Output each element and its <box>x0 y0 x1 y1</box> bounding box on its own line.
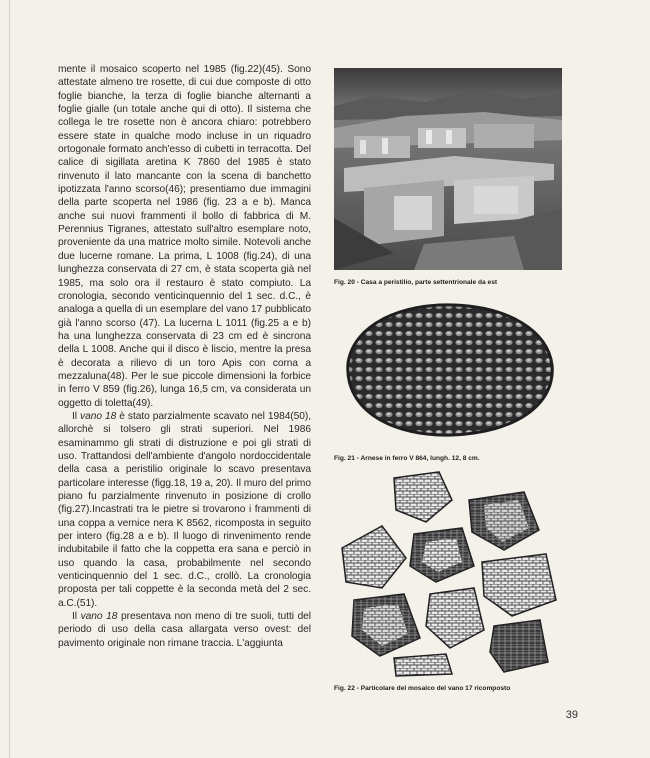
figure-21-iron-object-photo <box>334 293 562 445</box>
figure-20-excavation-photo <box>334 68 562 270</box>
paragraph-3 <box>58 610 311 650</box>
figure-20-caption: Fig. 20 - Casa a peristilio, parte settentrionale da est <box>334 279 498 286</box>
paragraph-2-room-ref: vano 18 <box>80 410 117 422</box>
paragraph-2-text: è stato parzialmente scavato nel 1984(50), allorchè si tolsero gli strati superiori. Nel 1986 esaminammo gli strati di distruzione e poi gli strati di uso. Trattandosi dell'ambiente d'angolo nordoccidentale della casa a peristilio originale lo scavo presentava particolare interesse (figg.18, 19 a, 20). Il muro del primo piano fu parzialmente rinvenuto in posizione di crollo (fig.27).Incastrati tra le pietre si trovarono i frammenti di una coppa a vernice nera K 8562, ricomposta in seguito per intero (fig.28 a e b). Il luogo di rinvenimento rende indubitabile il fatto che la coppetta era sana e perciò in uso quando la casa, probabilmente nel secondo venticinquennio del 1 sec. d.C., crollò. La cronologia proposta per tali coppette è la seconda metà del 2 sec. a.C.(51). <box>58 410 312 609</box>
page-number: 39 <box>565 709 578 721</box>
paragraph-3-lead: Il <box>72 611 81 623</box>
figure-22-caption: Fig. 22 - Particolare del mosaico del vano 17 ricomposto <box>334 685 511 692</box>
figure-22-mosaic-photo <box>334 470 562 678</box>
paragraph-1 <box>58 63 311 410</box>
main-text-column <box>58 63 311 650</box>
paragraph-3-room-ref: vano 18 <box>80 611 118 623</box>
paragraph-2 <box>58 410 311 610</box>
figure-21-caption: Fig. 21 - Arnese in ferro V 864, lungh. 12, 8 cm. <box>334 455 480 462</box>
paragraph-3-text: presentava non meno di tre suoli, tutti del periodo di uso della casa allargata verso ovest: del pavimento originale non rimane traccia. L'aggiunta <box>58 611 312 649</box>
paragraph-2-lead: Il <box>72 410 81 422</box>
paragraph-1-text: mente il mosaico scoperto nel 1985 (fig.22)(45). Sono attestate almeno tre rosette, di cui due composte di otto foglie bianche, la terza di foglie bianche alternanti a foglie gialle (un totale anche qui di otto). Il sistema che collega le tre rosette non è ancora chiaro: potrebbero essere state in qualche modo incluse in un riquadro ortogonale formato anch'esso di cubetti in terracotta. Del calice di sigillata aretina K 7860 del 1985 è stato rinvenuto il lato mancante con la scena di banchetto ipotizzata l'anno scorso(46); presentiamo due immagini della parte scoperta nel 1986 (fig. 23 a e b). Manca anche sui nuovi frammenti il bollo di fabbrica di M. Perennius Tigranes, attestato sull'altro esemplare noto, proveniente da una matrice molto simile. Notevoli anche due lucerne romane. La prima, L 1008 (fig.24), di una lunghezza conservata di 27 cm, è stata scoperta già nel 1985, ma solo ora il restauro è stato compiuto. La cronologia, secondo venticinquennio del 1 sec. d.C., è analoga a quella di un esemplare del vano 17 pubblicato già l'anno scorso (47). La lucerna L 1011 (fig.25 a e b) ha una lunghezza conservata di 23 cm ed è sincrona della L 1008. Anche qui il disco è liscio, mentre la presa è decorata a rilievo di un toro Apis con corna a mezzaluna(48). Per le sue piccole dimensioni la forbice in ferro V 859 (fig.26), lunga 16,5 cm, va considerata un oggetto di toletta(49). <box>58 64 311 409</box>
page-edge-line <box>9 0 10 758</box>
